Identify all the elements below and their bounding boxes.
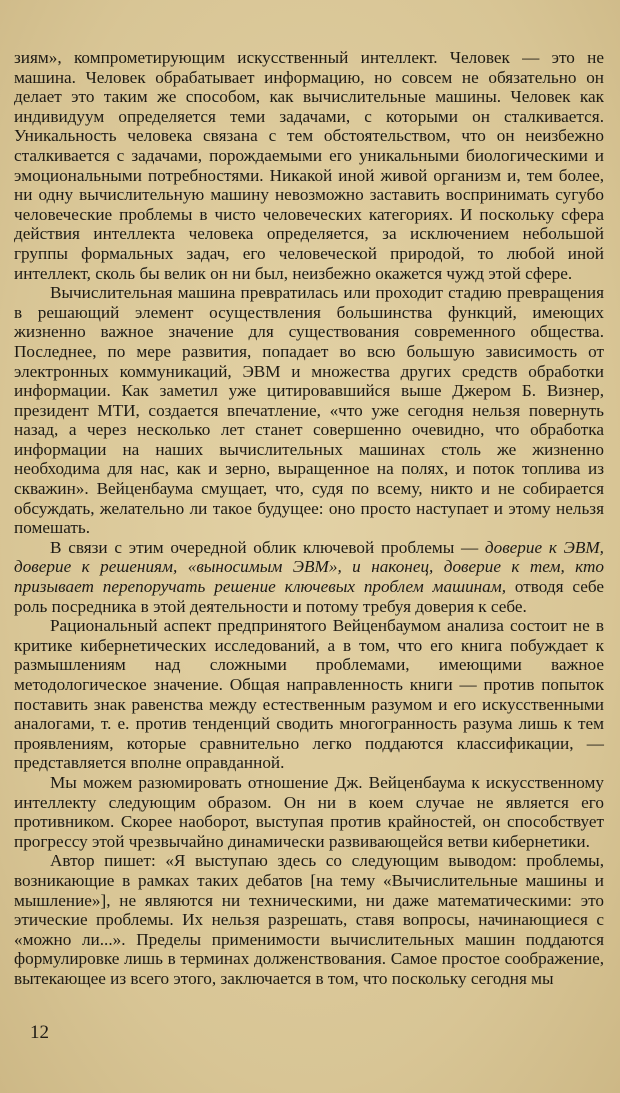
body-text — [14, 48, 604, 989]
paragraph-6 — [14, 851, 604, 988]
paragraph-1-text: зиям», компрометирующим искусственный интеллект. Человек — это не машина. Человек обрабатывает информацию, но совсем не обязательно он делает это таким же способом, как вычислительные машины. Человек как индивидуум определяется теми задачами, с которыми он сталкивается. Уникальность человека связана с тем обстоятельством, что он неизбежно сталкивается с задачами, порождаемыми его уникальными биологическими и эмоциональными потребностями. Никакой иной живой организм и, тем более, ни одну вычислительную машину невозможно заставить воспринимать сугубо человеческие проблемы в чисто человеческих категориях. И поскольку сфера действия интеллекта человека определяется, за исключением небольшой группы формальных задач, его человеческой природой, то любой иной интеллект, сколь бы велик он ни был, неизбежно окажется чужд этой сфере. — [14, 48, 604, 283]
paragraph-4-text: Рациональный аспект предпринятого Вейценбаумом анализа состоит не в критике кибернетических исследований, а в том, что его книга побуждает к размышлениям над сложными проблемами, имеющими важное методологическое значение. Общая направленность книги — против попыток поставить знак равенства между естественным разумом и его искусственными аналогами, т. е. против тенденций сводить многогранность разума лишь к тем проявлениям, которые сравнительно легко поддаются классификации, — представляется вполне оправданной. — [14, 616, 604, 773]
paragraph-3 — [14, 538, 604, 616]
paragraph-6-text: Автор пишет: «Я выступаю здесь со следующим выводом: проблемы, возникающие в рамках таких дебатов [на тему «Вычислительные машины и мышление»], не являются ни техническими, ни даже математическими: это этические проблемы. Их нельзя разрешать, ставя вопросы, начинающиеся с «можно ли...». Пределы применимости вычислительных машин поддаются формулировке лишь в терминах долженствования. Самое простое соображение, вытекающее из всего этого, заключается в том, что поскольку сегодня мы — [14, 851, 604, 988]
page-number: 12 — [30, 1022, 49, 1043]
paragraph-2 — [14, 283, 604, 538]
paragraph-2-text: Вычислительная машина превратилась или проходит стадию превращения в решающий элемент осуществления большинства функций, имеющих жизненно важное значение для существования современного общества. Последнее, по мере развития, попадает во всю большую зависимость от электронных коммуникаций, ЭВМ и множества других средств обработки информации. Как заметил уже цитировавшийся выше Джером Б. Визнер, президент МТИ, создается впечатление, «что уже сегодня нельзя повернуть назад, а через несколько лет станет совершенно очевидно, что обработка информации на наших вычислительных машинах столь же жизненно необходима для нас, как и зерно, выращенное на полях, и поток топлива из скважин». Вейценбаума смущает, что, судя по всему, никто и не собирается обсуждать, желательно ли такое будущее: оно просто наступает и этому нельзя помешать. — [14, 283, 604, 538]
paragraph-4 — [14, 616, 604, 773]
paragraph-5 — [14, 773, 604, 851]
paragraph-3-text-a: В связи с этим очередной облик ключевой проблемы — — [50, 537, 485, 557]
paragraph-3-italic-text: доверие к ЭВМ, доверие к решениям, «выносимым ЭВМ», и наконец, доверие к тем, кто призывает перепоручать решение ключевых проблем машинам, — [14, 537, 604, 597]
paragraph-3-text-b: отводя себе роль посредника в этой деятельности и потому требуя доверия к себе. — [14, 577, 604, 616]
paragraph-5-text: Мы можем разюмировать отношение Дж. Вейценбаума к искусственному интеллекту следующим образом. Он ни в коем случае не является его противником. Скорее наоборот, выступая против крайностей, он способствует прогрессу этой чрезвычайно динамически развивающейся ветви кибернетики. — [14, 772, 604, 851]
paragraph-1 — [14, 48, 604, 283]
